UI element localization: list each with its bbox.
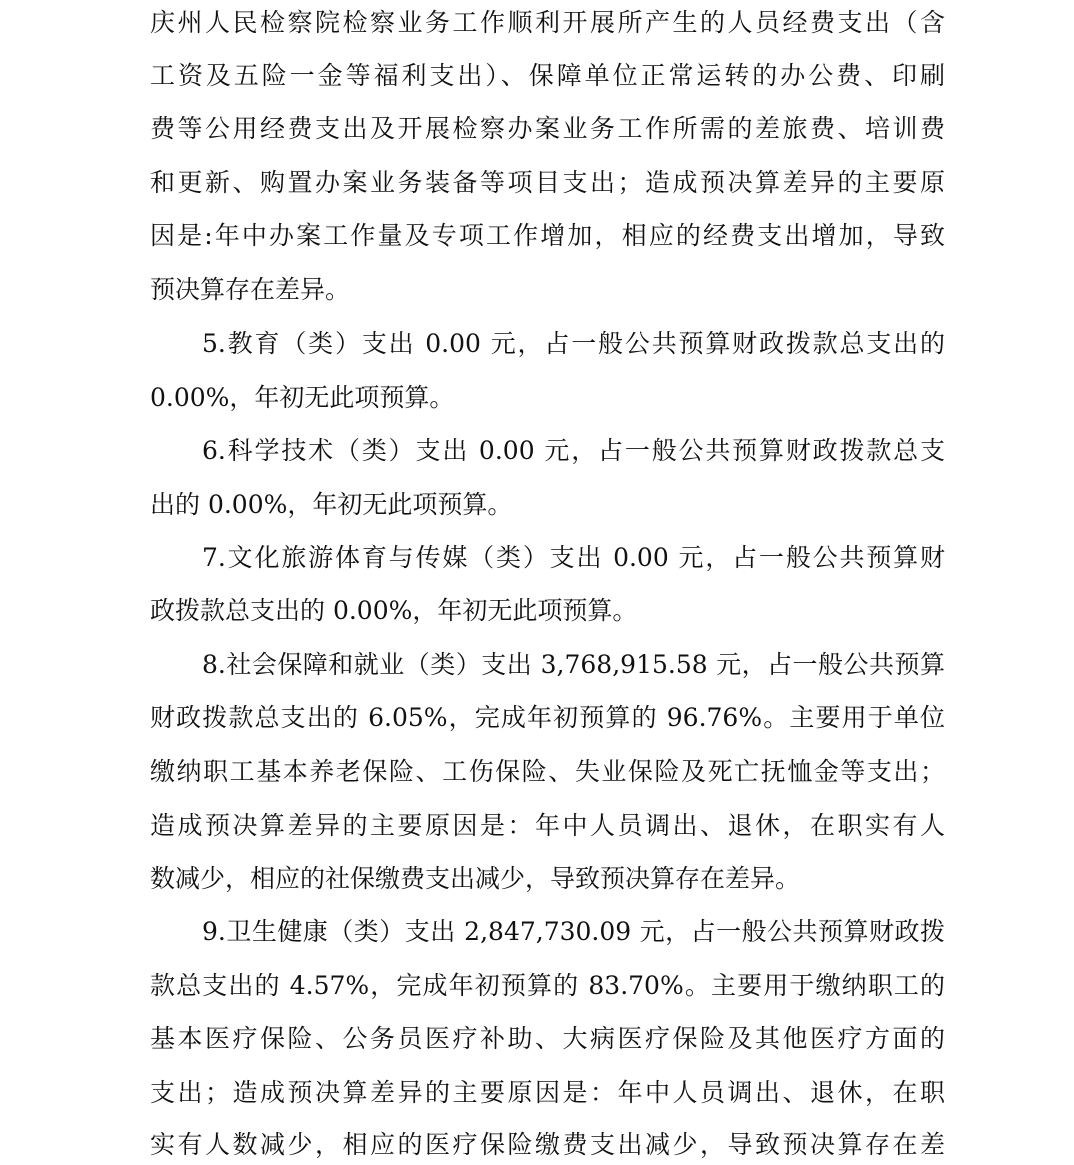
text-line: 出的 0.00%，年初无此项预算。 — [150, 490, 513, 519]
text-line: 款总支出的 4.57%，完成年初预算的 83.70%。主要用于缴纳职工的 — [150, 971, 945, 1000]
paragraph-start-line: 6.科学技术（类）支出 0.00 元，占一般公共预算财政拨款总支 — [202, 436, 945, 465]
paragraph-start-line: 5.教育（类）支出 0.00 元，占一般公共预算财政拨款总支出的 — [202, 329, 945, 358]
text-line: 和更新、购置办案业务装备等项目支出；造成预决算差异的主要原 — [150, 168, 945, 197]
paragraph-start-line: 9.卫生健康（类）支出 2,847,730.09 元，占一般公共预算财政拨 — [202, 917, 945, 946]
text-line: 造成预决算差异的主要原因是：年中人员调出、退休，在职实有人 — [150, 811, 945, 840]
text-line: 0.00%，年初无此项预算。 — [150, 383, 455, 412]
text-line: 工资及五险一金等福利支出）、保障单位正常运转的办公费、印刷 — [150, 61, 945, 90]
text-line: 支出；造成预决算差异的主要原因是：年中人员调出、退休，在职 — [150, 1078, 945, 1107]
text-line: 因是:年中办案工作量及专项工作增加，相应的经费支出增加，导致 — [150, 221, 945, 250]
text-line: 预决算存在差异。 — [150, 275, 351, 304]
text-line: 财政拨款总支出的 6.05%，完成年初预算的 96.76%。主要用于单位 — [150, 703, 945, 732]
paragraph-start-line: 7.文化旅游体育与传媒（类）支出 0.00 元，占一般公共预算财 — [202, 543, 945, 572]
text-line: 基本医疗保险、公务员医疗补助、大病医疗保险及其他医疗方面的 — [150, 1024, 945, 1053]
text-line: 政拨款总支出的 0.00%，年初无此项预算。 — [150, 596, 638, 625]
text-line: 缴纳职工基本养老保险、工伤保险、失业保险及死亡抚恤金等支出； — [150, 757, 945, 786]
text-line: 庆州人民检察院检察业务工作顺利开展所产生的人员经费支出（含 — [150, 8, 945, 37]
paragraph-start-line: 8.社会保障和就业（类）支出 3,768,915.58 元，占一般公共预算 — [202, 650, 945, 679]
text-line: 实有人数减少，相应的医疗保险缴费支出减少，导致预决算存在差 — [150, 1130, 945, 1159]
text-line: 数减少，相应的社保缴费支出减少，导致预决算存在差异。 — [150, 864, 801, 893]
text-line: 费等公用经费支出及开展检察办案业务工作所需的差旅费、培训费 — [150, 114, 945, 143]
